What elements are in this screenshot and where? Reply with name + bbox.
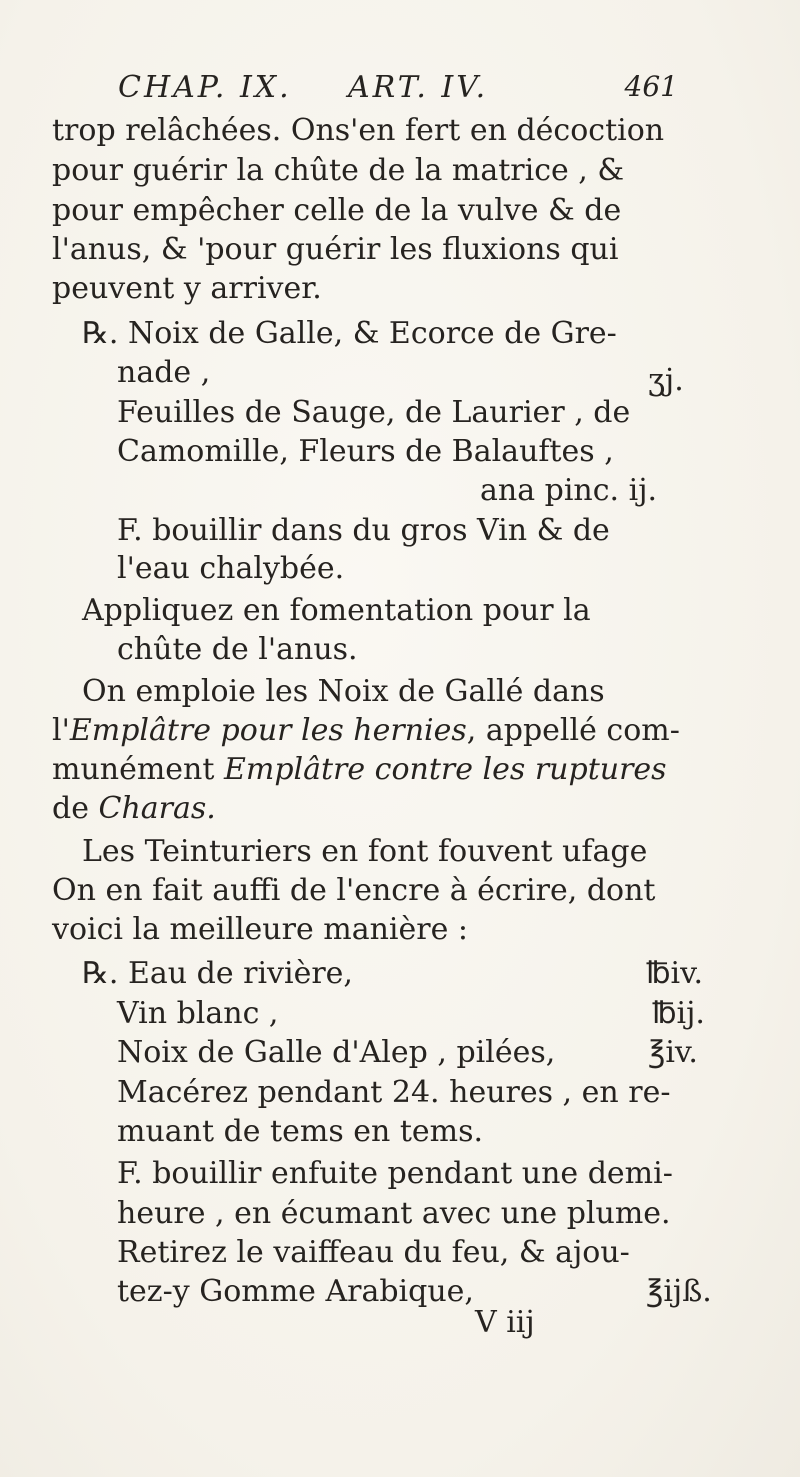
recipe-line: muant de tems en tems. xyxy=(117,1114,484,1149)
recipe-line: Macérez pendant 24. heures , en re- xyxy=(117,1075,671,1110)
dose-noix: ℥iv. xyxy=(648,1035,698,1070)
dose-vin: ℔ij. xyxy=(652,996,705,1031)
recipe-line: ℞. Noix de Galle, & Ecorce de Gre- xyxy=(82,316,617,351)
recipe-line: Camomille, Fleurs de Balauftes , xyxy=(117,434,614,469)
text-line: chûte de l'anus. xyxy=(117,632,358,667)
emplatre-contre-title: Emplâtre contre les ruptures xyxy=(223,752,667,787)
recipe-line: Noix de Galle d'Alep , pilées, xyxy=(117,1035,556,1070)
dose-gomme: ℥ijß. xyxy=(646,1274,712,1309)
text-line xyxy=(52,751,667,789)
recipe-line: nade , xyxy=(117,355,211,390)
chapter-heading: CHAP. IX. xyxy=(118,70,292,105)
recipe-line: ℞. Eau de rivière, xyxy=(82,956,353,991)
recipe-line: Feuilles de Sauge, de Laurier , de xyxy=(117,395,631,430)
recipe-line: l'eau chalybée. xyxy=(117,551,345,586)
text-line: Appliquez en fomentation pour la xyxy=(82,593,591,628)
running-header xyxy=(118,70,678,112)
dose-drachm: ʒj. xyxy=(648,363,684,398)
text-line: pour guérir la chûte de la matrice , & xyxy=(52,153,625,188)
text-line: On emploie les Noix de Gallé dans xyxy=(82,674,605,709)
text-fragment: de xyxy=(52,791,89,826)
text-line: On en fait auffi de l'encre à écrire, dont xyxy=(52,873,656,908)
text-fragment: munément xyxy=(52,752,215,787)
text-line: peuvent y arriver. xyxy=(52,271,322,306)
recipe-line: heure , en écumant avec une plume. xyxy=(117,1196,671,1231)
recipe-line: tez-y Gomme Arabique, xyxy=(117,1274,474,1309)
text-line: voici la meilleure manière : xyxy=(52,912,468,947)
charas-name: Charas. xyxy=(98,791,216,826)
emplatre-suffix: , appellé com- xyxy=(466,713,680,748)
text-line xyxy=(52,712,680,750)
text-line: pour empêcher celle de la vulve & de xyxy=(52,193,622,228)
dose-ana: ana pinc. ij. xyxy=(480,473,658,508)
text-line: trop relâchées. Ons'en fert en décoction xyxy=(52,113,665,148)
recipe-line: Retirez le vaiffeau du feu, & ajou- xyxy=(117,1235,630,1270)
page-number: 461 xyxy=(624,70,678,103)
recipe-line: F. bouillir dans du gros Vin & de xyxy=(117,513,610,548)
dose-eau: ℔iv. xyxy=(646,956,704,991)
emplatre-title: Emplâtre pour les hernies xyxy=(69,713,467,748)
emplatre-prefix: l' xyxy=(52,713,70,748)
text-line: l'anus, & 'pour guérir les fluxions qui xyxy=(52,232,619,267)
recipe-line: Vin blanc , xyxy=(117,996,279,1031)
text-line: Les Teinturiers en font fouvent ufage xyxy=(82,834,648,869)
signature-mark: V iij xyxy=(475,1305,535,1340)
recipe-line: F. bouillir enfuite pendant une demi- xyxy=(117,1156,673,1191)
article-heading: ART. IV. xyxy=(348,70,489,105)
text-line xyxy=(52,790,216,828)
